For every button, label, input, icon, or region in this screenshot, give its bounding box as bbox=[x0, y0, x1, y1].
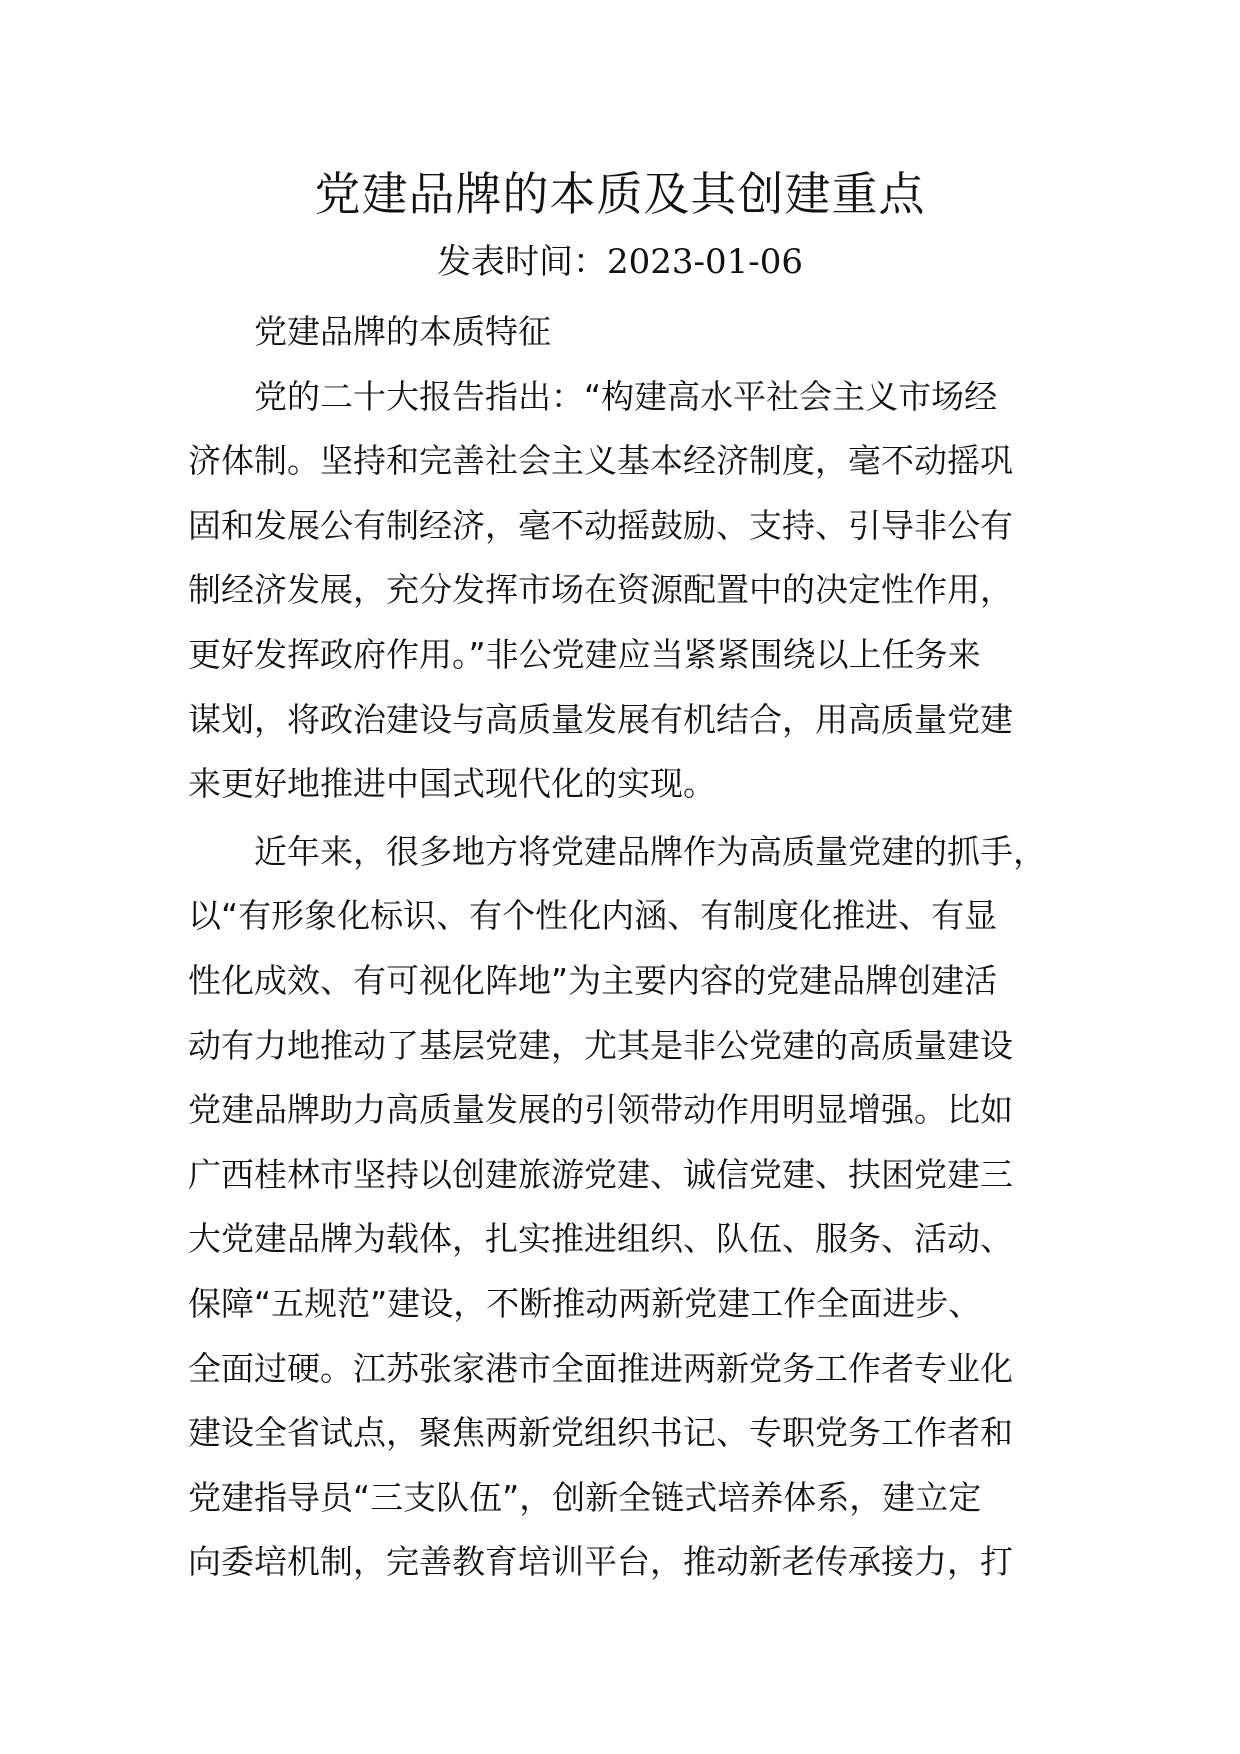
text-line: 广西桂林市坚持以创建旅游党建、诚信党建、扶困党建三 bbox=[188, 1154, 1013, 1194]
publish-date-label: 发表时间： bbox=[436, 242, 607, 282]
text-line: 党建指导员“三支队伍”，创新全链式培养体系，建立定 bbox=[188, 1477, 982, 1517]
text-line: 建设全省试点，聚焦两新党组织书记、专职党务工作者和 bbox=[188, 1413, 1013, 1453]
text-line: 济体制。坚持和完善社会主义基本经济制度，毫不动摇巩 bbox=[188, 441, 1013, 481]
text-line: 固和发展公有制经济，毫不动摇鼓励、支持、引导非公有 bbox=[188, 505, 1013, 545]
text-line: 来更好地推进中国式现代化的实现。 bbox=[188, 764, 716, 804]
article-body bbox=[188, 300, 1088, 1595]
text-line: 大党建品牌为载体，扎实推进组织、队伍、服务、活动、 bbox=[188, 1219, 1013, 1259]
text-line: 制经济发展，充分发挥市场在资源配置中的决定性作用， bbox=[188, 570, 1013, 610]
document-title: 党建品牌的本质及其创建重点 bbox=[314, 167, 926, 221]
text-line: 性化成效、有可视化阵地”为主要内容的党建品牌创建活 bbox=[188, 960, 998, 1000]
text-line: 党建品牌助力高质量发展的引领带动作用明显增强。比如 bbox=[188, 1090, 1013, 1130]
text-line: 动有力地推动了基层党建，尤其是非公党建的高质量建设 bbox=[188, 1025, 1013, 1065]
publish-date bbox=[0, 240, 1240, 284]
text-line: 全面过硬。江苏张家港市全面推进两新党务工作者专业化 bbox=[188, 1348, 1013, 1388]
text-line: 近年来，很多地方将党建品牌作为高质量党建的抓手， bbox=[254, 831, 1046, 871]
paragraph-1 bbox=[188, 365, 1088, 817]
text-line: 向委培机制，完善教育培训平台，推动新老传承接力，打 bbox=[188, 1542, 1013, 1582]
publish-date-value: 2023-01-06 bbox=[606, 242, 804, 282]
text-line: 以“有形象化标识、有个性化内涵、有制度化推进、有显 bbox=[188, 896, 998, 936]
text-line: 保障“五规范”建设，不断推动两新党建工作全面进步、 bbox=[188, 1283, 982, 1323]
text-line: 党的二十大报告指出：“构建高水平社会主义市场经 bbox=[254, 376, 998, 416]
paragraph-2 bbox=[188, 820, 1088, 1595]
text-line: 谋划，将政治建设与高质量发展有机结合，用高质量党建 bbox=[188, 699, 1013, 739]
text-line: 更好发挥政府作用。”非公党建应当紧紧围绕以上任务来 bbox=[188, 634, 981, 674]
section-heading: 党建品牌的本质特征 bbox=[254, 312, 551, 351]
